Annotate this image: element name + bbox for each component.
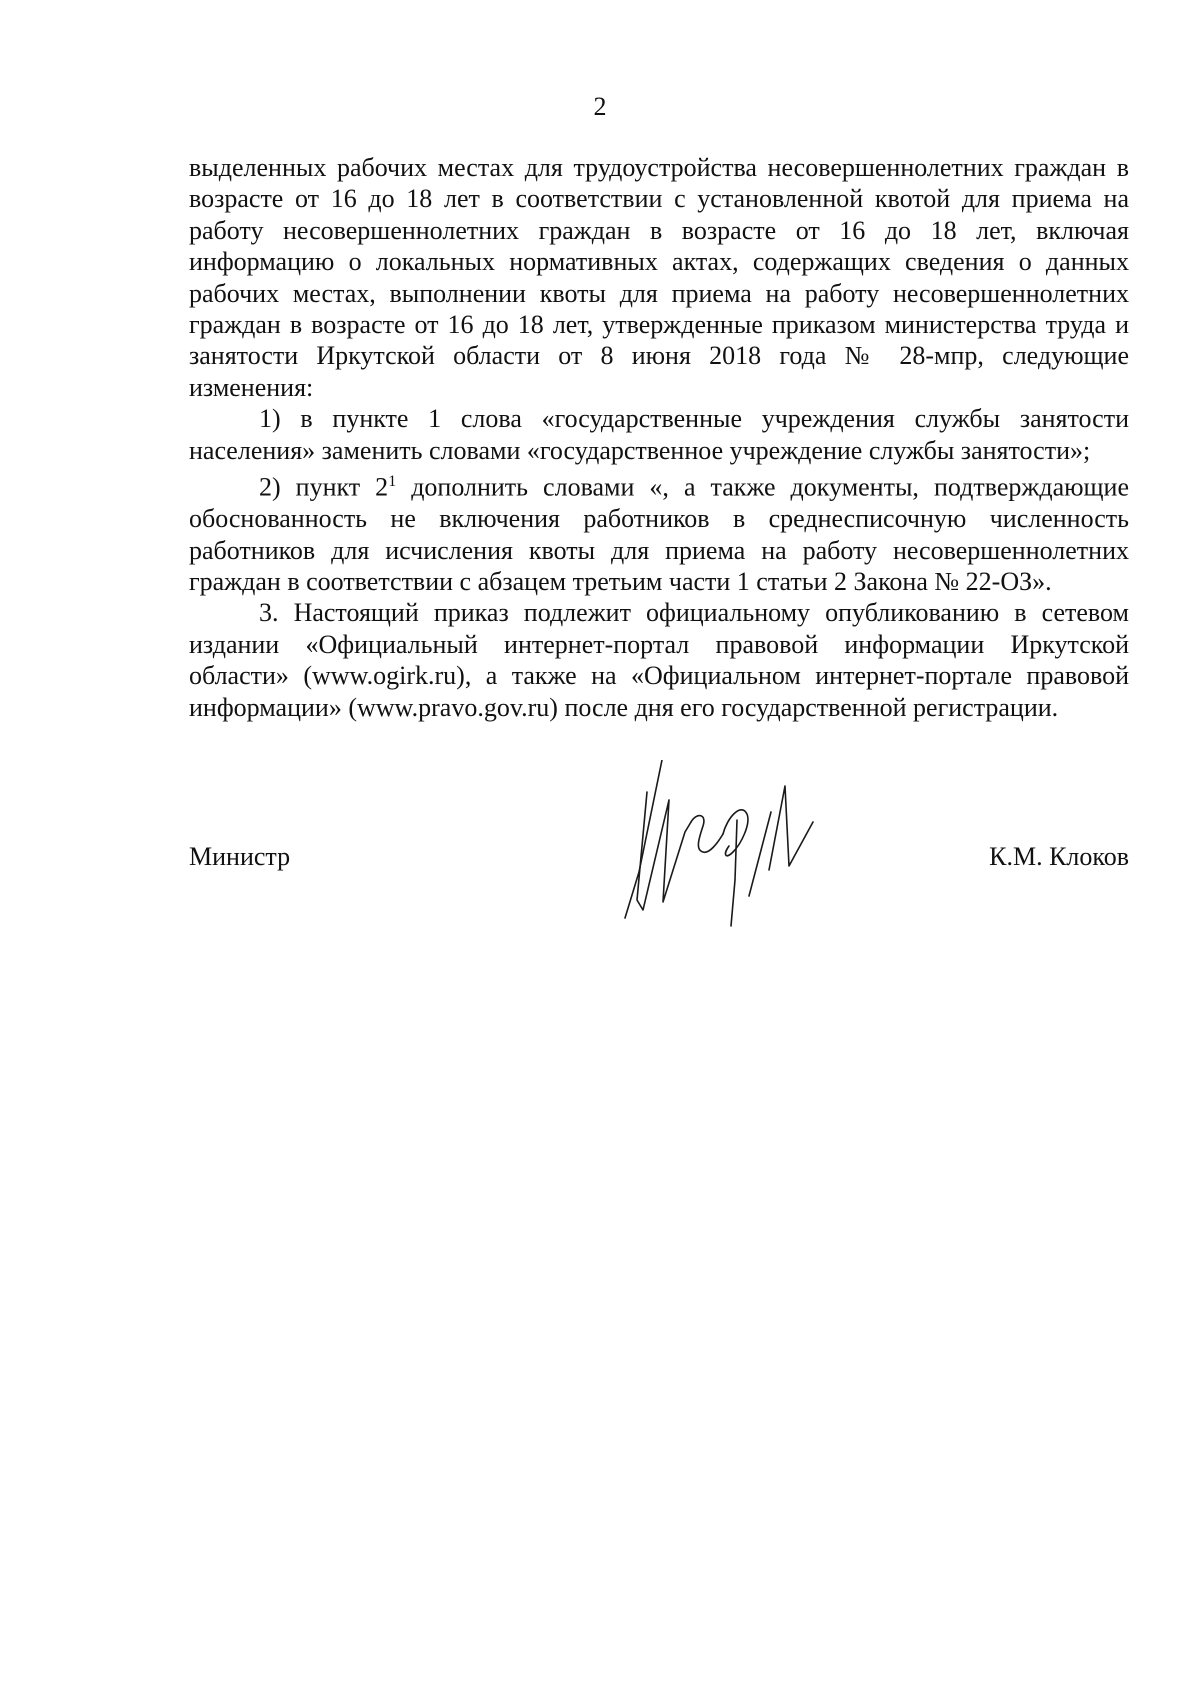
document-body	[189, 152, 1129, 723]
page-number: 2	[593, 92, 607, 121]
handwritten-signature	[599, 760, 849, 960]
position-title: Министр	[189, 842, 291, 871]
item-2-superscript: 1	[388, 473, 397, 491]
paragraph-publication: 3. Настоящий приказ подлежит официальному опубликованию в сетевом издании «Официальный интернет-портал правовой информации Иркутской области» (www.ogirk.ru), а также на «Официальном интернет-портале правовой информации» (www.pravo.gov.ru) после дня его государственной регистрации.	[189, 598, 1129, 722]
paragraph-item-1: 1) в пункте 1 слова «государственные учреждения службы занятости населения» заменить словами «государственное учреждение службы занятости»;	[189, 404, 1129, 465]
signature-block	[189, 760, 1129, 960]
paragraph-item-2	[189, 466, 1129, 597]
paragraph-intro: выделенных рабочих местах для трудоустройства несовершеннолетних граждан в возрасте от 16 до 18 лет в соответствии с установленной квотой для приема на работу несовершеннолетних граждан в возрасте от 16 до 18 лет, включая информацию о локальных нормативных актах, содержащих сведения о данных рабочих местах, выполнении квоты для приема на работу несовершеннолетних граждан в возрасте от 16 до 18 лет, утвержденные приказом министерства труда и занятости Иркутской области от 8 июня 2018 года № 28-мпр, следующие изменения:	[189, 153, 1129, 402]
item-2-text: дополнить словами «, а также документы, подтверждающие обоснованность не включения работников в среднесписочную численность работников для исчисления квоты для приема на работу несовершеннолетних граждан в соответствии с абзацем третьим части 1 статьи 2 Закона № 22-ОЗ».	[189, 472, 1130, 596]
signer-name: К.М. Клоков	[989, 842, 1129, 871]
item-2-prefix: 2) пункт 2	[259, 472, 389, 502]
